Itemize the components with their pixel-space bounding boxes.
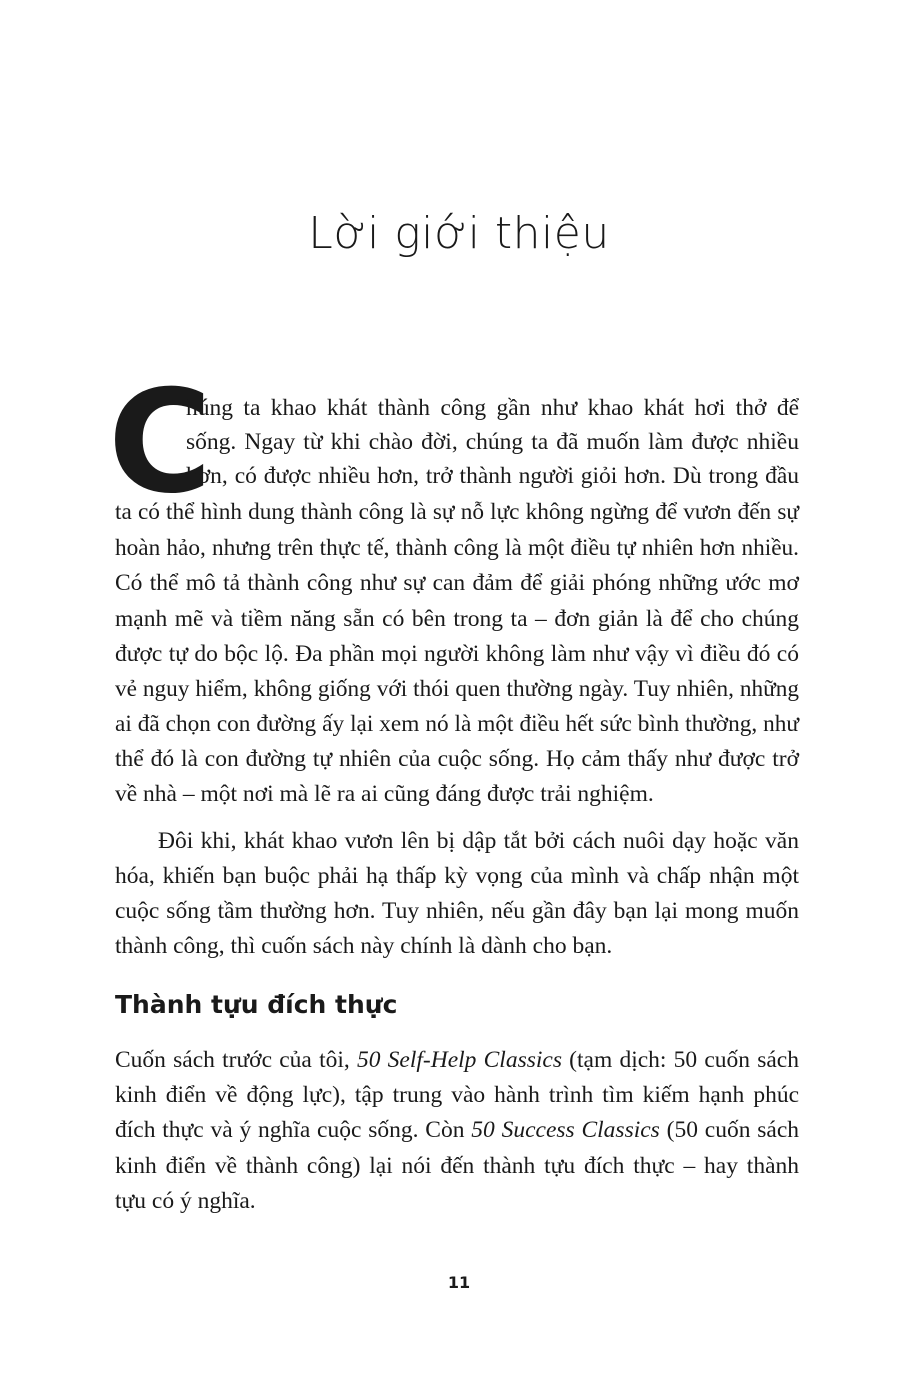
paragraph-line: mạnh mẽ và tiềm năng sẵn có bên trong ta – đơn giản là để cho chúng [115,606,799,632]
paragraph-line: ta có thể hình dung thành công là sự nỗ lực không ngừng để vươn đến sự [115,499,799,525]
paragraph-line: kinh điển về thành công) lại nói đến thành tựu đích thực – hay thành [115,1153,799,1179]
paragraph-line: tựu có ý nghĩa. [115,1188,256,1214]
paragraph-line: thành công, thì cuốn sách này chính là dành cho bạn. [115,933,613,959]
page-number: 11 [447,1273,471,1292]
paragraph-line: hóa, khiến bạn buộc phải hạ thấp kỳ vọng của mình và chấp nhận một [115,863,799,889]
paragraph-line: hoàn hảo, nhưng trên thực tế, thành công là một điều tự nhiên hơn nhiều. [115,535,799,561]
paragraph-line: húng ta khao khát thành công gần như khao khát hơi thở để [186,395,799,421]
chapter-title: Lời giới thiệu [308,208,610,259]
paragraph-line: Có thể mô tả thành công như sự can đảm để giải phóng những ước mơ [115,570,799,596]
book-title: 50 Self-Help Classics [356,1047,562,1073]
paragraph-line: được tự do bộc lộ. Đa phần mọi người không làm như vậy vì điều đó có [115,641,799,667]
paragraph-line: sống. Ngay từ khi chào đời, chúng ta đã muốn làm được nhiều [186,429,799,455]
section-heading: Thành tựu đích thực [115,990,398,1019]
paragraph-line: kinh điển về động lực), tập trung vào hành trình tìm kiếm hạnh phúc [115,1082,799,1108]
paragraph-line: về nhà – một nơi mà lẽ ra ai cũng đáng được trải nghiệm. [115,781,654,807]
paragraph-line: đích thực và ý nghĩa cuộc sống. Còn 50 Success Classics (50 cuốn sách [115,1117,799,1143]
paragraph-line: vẻ nguy hiểm, không giống với thói quen thường ngày. Tuy nhiên, những [115,676,799,702]
paragraph-line: Cuốn sách trước của tôi, 50 Self-Help Classics (tạm dịch: 50 cuốn sách [115,1047,799,1073]
drop-cap: C [108,360,213,525]
paragraph-line: ai đã chọn con đường ấy lại xem nó là một điều hết sức bình thường, như [115,711,799,737]
book-title: 50 Success Classics [471,1117,660,1143]
paragraph-line: Đôi khi, khát khao vươn lên bị dập tắt bởi cách nuôi dạy hoặc văn [158,828,799,854]
paragraph-line: hơn, có được nhiều hơn, trở thành người giỏi hơn. Dù trong đầu [186,463,799,489]
paragraph-line: cuộc sống tầm thường hơn. Tuy nhiên, nếu gần đây bạn lại mong muốn [115,898,799,924]
paragraph-line: thể đó là con đường tự nhiên của cuộc sống. Họ cảm thấy như được trở [115,746,799,772]
